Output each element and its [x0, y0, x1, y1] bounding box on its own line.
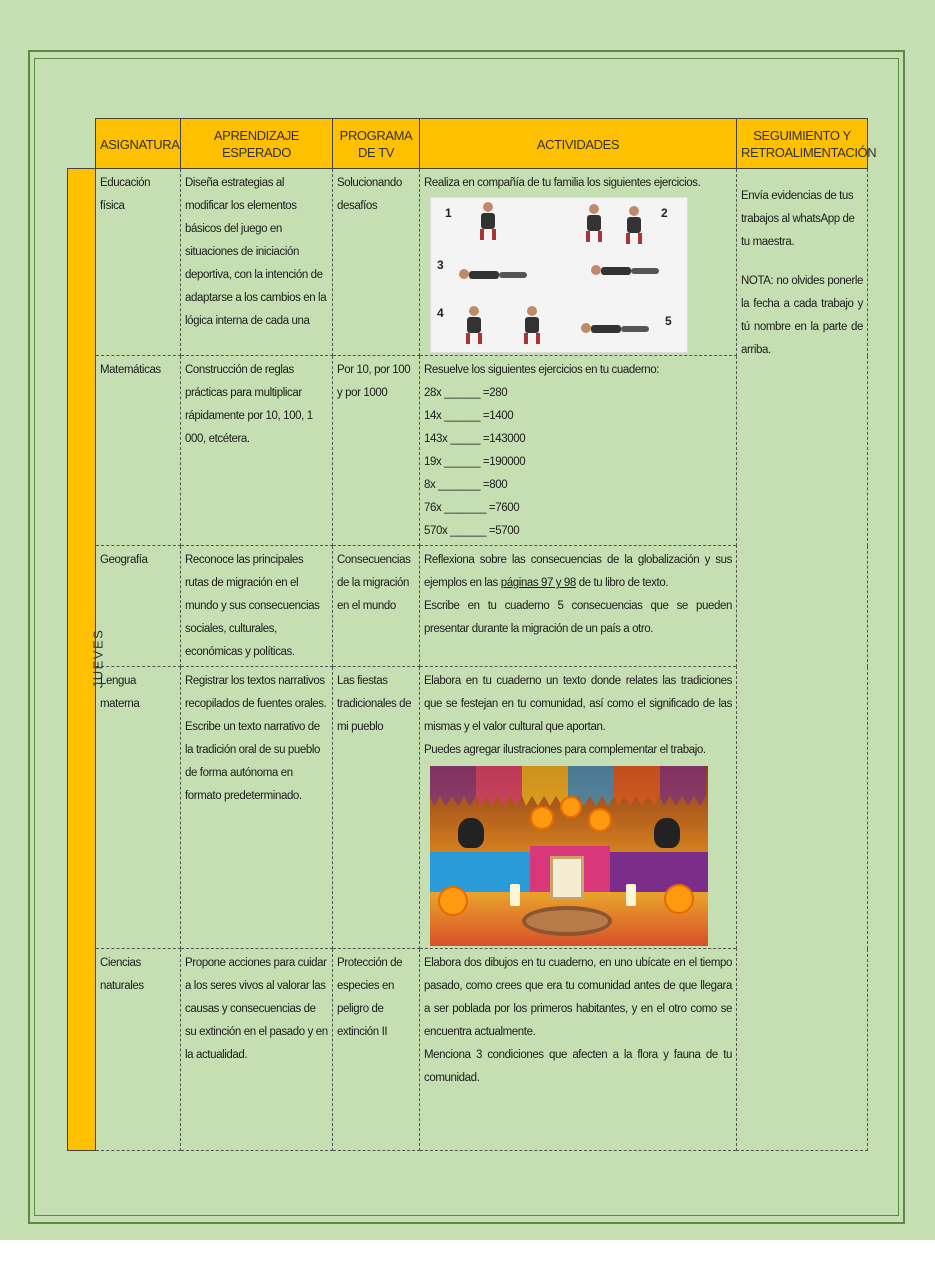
- papel-picado-icon: [476, 766, 522, 806]
- header-aprendizaje: APRENDIZAJE ESPERADO: [181, 119, 333, 169]
- candle-icon: [626, 884, 636, 906]
- marigold-icon: [530, 806, 554, 830]
- activity-text: Escribe en tu cuaderno 5 consecuencias que se pueden presentar durante la migración de un país a otro.: [424, 600, 732, 635]
- seguimiento-note: NOTA: no olvides ponerle la fecha a cada trabajo y tú nombre en la parte de arriba.: [741, 275, 863, 356]
- cell-actividad: [420, 356, 737, 546]
- activity-text: Realiza en compañía de tu familia los siguientes ejercicios.: [424, 177, 701, 189]
- person-squat-icon: [519, 306, 545, 344]
- person-pushup-icon: [581, 322, 649, 336]
- activity-text: Resuelve los siguientes ejercicios en tu cuaderno:: [424, 364, 660, 376]
- exercise-line: 14x ______ =1400: [424, 410, 514, 422]
- altar-cloth: [610, 852, 708, 892]
- exercise-line: 28x ______ =280: [424, 387, 508, 399]
- cell-programa: Por 10, por 100 y por 1000: [333, 356, 420, 546]
- activity-text: Menciona 3 condiciones que afecten a la flora y fauna de tu comunidad.: [424, 1049, 732, 1084]
- exercise-line: 76x _______ =7600: [424, 502, 520, 514]
- pages-reference: páginas 97 y 98: [500, 577, 576, 589]
- cell-aprendizaje: Propone acciones para cuidar a los seres vivos al valorar las causas y consecuencias de su extinción en el pasado y en la actualidad.: [181, 949, 333, 1151]
- cell-asignatura: Educación física: [96, 169, 181, 356]
- exercise-line: 143x _____ =143000: [424, 433, 526, 445]
- marigold-icon: [588, 808, 612, 832]
- cell-programa: Solucionando desafíos: [333, 169, 420, 356]
- cell-aprendizaje: Diseña estrategias al modificar los elementos básicos del juego en situaciones de iniciación deportiva, con la intención de adaptarse a los cambios en la lógica interna de cada una: [181, 169, 333, 356]
- activity-text: Elabora en tu cuaderno un texto donde relates las tradiciones que se festejan en tu comunidad, así como el significado de las mismas y el valor cultural que aportan.: [424, 675, 732, 733]
- person-situp-icon: [591, 264, 659, 278]
- skull-icon: [654, 818, 680, 848]
- cell-asignatura: Geografía: [96, 546, 181, 667]
- activity-text-part: Reflexiona sobre las consecuencias de la globalización y sus ejemplos en las: [424, 554, 732, 589]
- person-squat-icon: [461, 306, 487, 344]
- cell-actividad: [420, 667, 737, 949]
- candle-icon: [510, 884, 520, 906]
- seguimiento-text: Envía evidencias de tus trabajos al whatsApp de tu maestra.: [741, 190, 855, 248]
- cell-aprendizaje: Construcción de reglas prácticas para multiplicar rápidamente por 10, 100, 1 000, etcétera.: [181, 356, 333, 546]
- exercises-image: [430, 197, 688, 353]
- marigold-icon: [560, 796, 582, 818]
- cell-asignatura: Ciencias naturales: [96, 949, 181, 1151]
- cell-actividad: [420, 949, 737, 1151]
- header-seguimiento: SEGUIMIENTO Y RETROALIMENTACIÓN: [737, 119, 868, 169]
- header-row: [68, 119, 868, 169]
- day-label: JUEVES: [90, 628, 106, 689]
- exercise-number: 5: [665, 314, 672, 328]
- offering-bowl: [522, 906, 612, 936]
- exercise-line: 19x ______ =190000: [424, 456, 526, 468]
- exercise-number: 2: [661, 206, 668, 220]
- cell-seguimiento: [737, 169, 868, 1151]
- person-situp-icon: [459, 268, 527, 282]
- person-squat-icon: [581, 204, 607, 242]
- cell-asignatura: Matemáticas: [96, 356, 181, 546]
- marigold-icon: [438, 886, 468, 916]
- lesson-plan-table: [67, 118, 877, 1151]
- header-asignatura: ASIGNATURA: [96, 119, 181, 169]
- row-educacion-fisica: [68, 169, 868, 356]
- cell-programa: Protección de especies en peligro de extinción II: [333, 949, 420, 1151]
- exercise-line: 8x _______ =800: [424, 479, 508, 491]
- cell-actividad: [420, 546, 737, 667]
- header-actividades: ACTIVIDADES: [420, 119, 737, 169]
- cell-aprendizaje: Registrar los textos narrativos recopilados de fuentes orales. Escribe un texto narrativo de la tradición oral de su pueblo de forma autónoma en formato predeterminado.: [181, 667, 333, 949]
- cell-aprendizaje: Reconoce las principales rutas de migración en el mundo y sus consecuencias sociales, culturales, económicas y políticas.: [181, 546, 333, 667]
- exercise-line: 570x ______ =5700: [424, 525, 520, 537]
- activity-text: [424, 549, 732, 595]
- activity-text: Elabora dos dibujos en tu cuaderno, en uno ubícate en el tiempo pasado, como crees que era tu comunidad antes de que llegara a ser poblada por los primeros habitantes, y en el otro como se encuentra actualmente.: [424, 957, 732, 1038]
- person-jumping-icon: [475, 202, 501, 240]
- picture-frame: [550, 856, 584, 900]
- person-squat-icon: [621, 206, 647, 244]
- skull-icon: [458, 818, 484, 848]
- papel-picado-icon: [430, 766, 476, 806]
- cell-actividad: [420, 169, 737, 356]
- activity-text: Puedes agregar ilustraciones para complementar el trabajo.: [424, 744, 706, 756]
- papel-picado-icon: [660, 766, 706, 806]
- exercise-number: 4: [437, 306, 444, 320]
- cell-programa: Consecuencias de la migración en el mundo: [333, 546, 420, 667]
- exercise-number: 1: [445, 206, 452, 220]
- cell-asignatura: Lengua materna: [96, 667, 181, 949]
- cell-programa: Las fiestas tradicionales de mi pueblo: [333, 667, 420, 949]
- papel-picado-icon: [614, 766, 660, 806]
- marigold-icon: [664, 884, 694, 914]
- day-cell: [68, 169, 106, 1151]
- activity-text-part: de tu libro de texto.: [575, 577, 669, 589]
- header-programa: PROGRAMA DE TV: [333, 119, 420, 169]
- header-corner: [68, 119, 96, 169]
- exercise-number: 3: [437, 258, 444, 272]
- altar-image: [430, 766, 708, 946]
